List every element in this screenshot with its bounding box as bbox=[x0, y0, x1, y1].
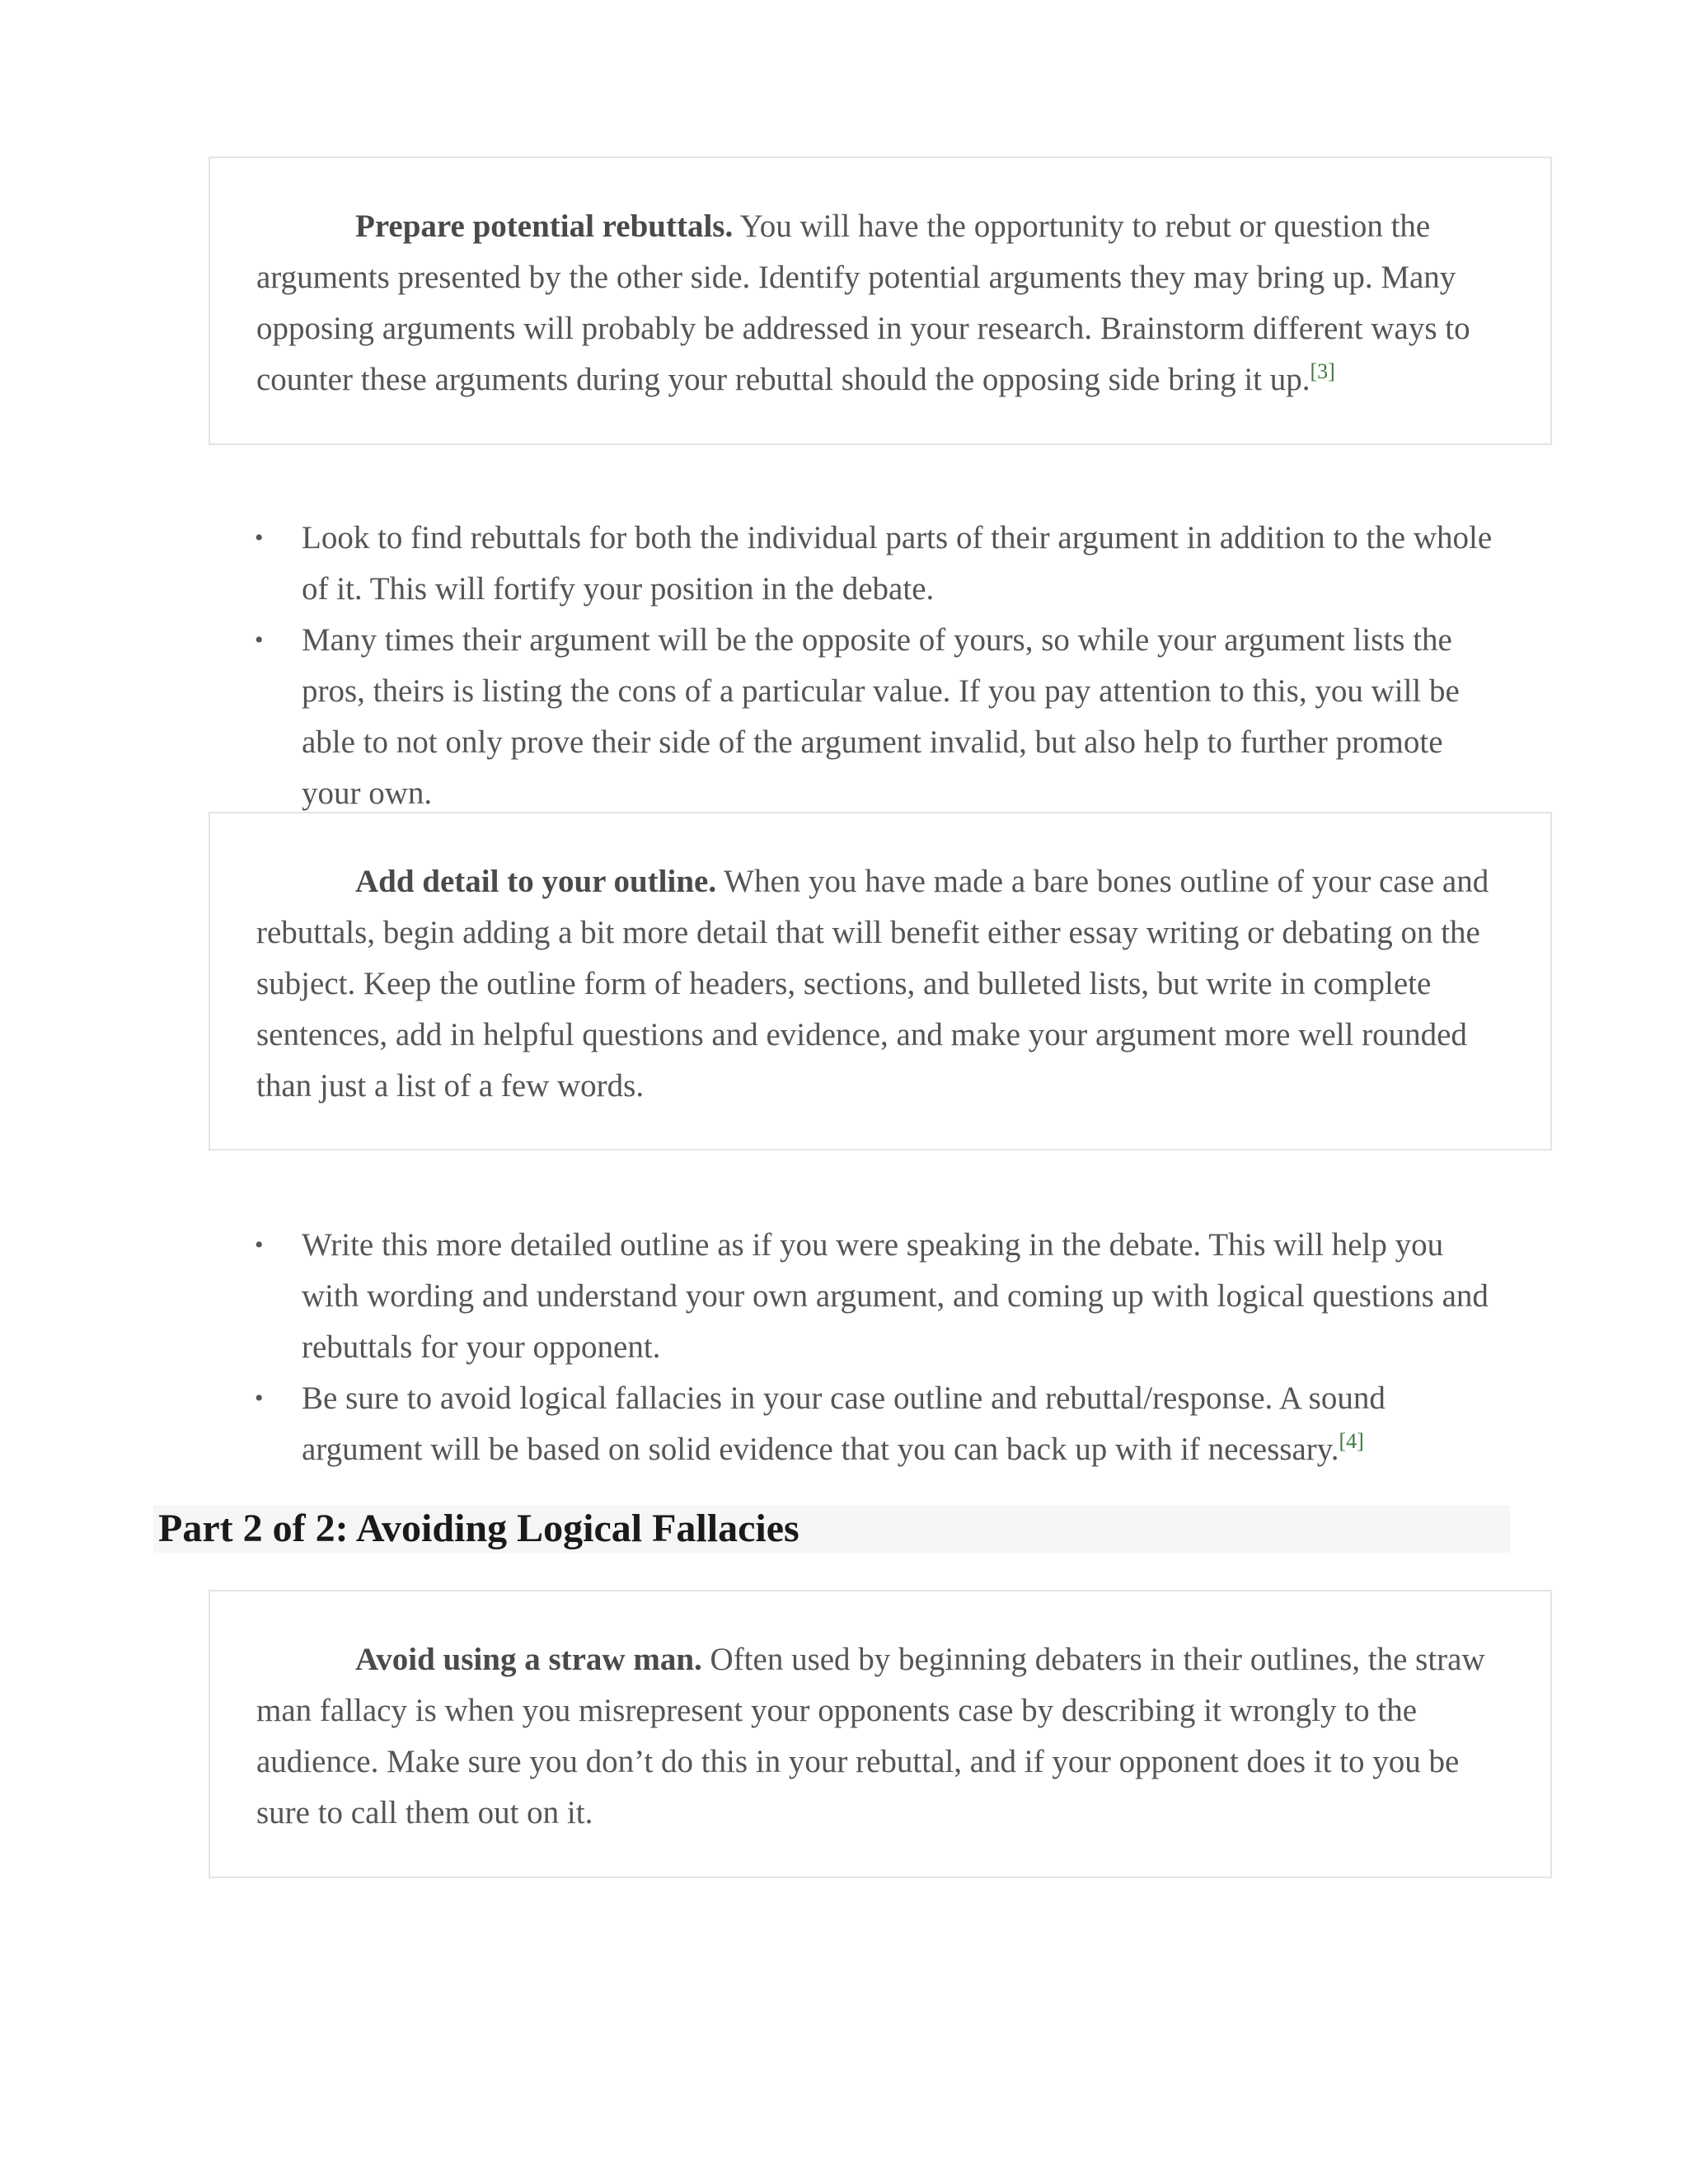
step-title: Avoid using a straw man. bbox=[355, 1642, 702, 1677]
step-text: When you have made a bare bones outline of your case and rebuttals, begin adding a bit more detail that will benefit either essay writing or debating on the subject. Keep the outline form of headers, sections, and bulleted lists, but write in complete sentences, add in helpful questions and evidence, and make your argument more well rounded than just a list of a few words. bbox=[256, 864, 1489, 1104]
step-title: Prepare potential rebuttals. bbox=[355, 209, 734, 244]
part-heading: Part 2 of 2: Avoiding Logical Fallacies bbox=[153, 1505, 1510, 1553]
reference-link[interactable]: [3] bbox=[1310, 359, 1335, 383]
step-text: Often used by beginning debaters in their outlines, the straw man fallacy is when you misrepresent your opponents case by describing it wrongly to the audience. Make sure you don’t do this in your rebuttal, and if your opponent does it to you be sure to call them out on it. bbox=[256, 1642, 1485, 1830]
step-paragraph bbox=[256, 201, 1504, 405]
step-box-straw-man bbox=[209, 1590, 1552, 1878]
tips-list bbox=[255, 513, 1505, 819]
tips-list bbox=[255, 1220, 1505, 1475]
step-paragraph bbox=[256, 856, 1504, 1112]
reference-link[interactable]: [4] bbox=[1339, 1429, 1364, 1453]
bullet-icon: • bbox=[255, 626, 264, 654]
bullet-icon: • bbox=[255, 1385, 264, 1412]
step-box-add-detail bbox=[209, 812, 1552, 1151]
list-item: • Be sure to avoid logical fallacies in your case outline and rebuttal/response. A sound argument will be based on solid evidence that you can back up with if necessary.[4] bbox=[302, 1373, 1505, 1475]
step-paragraph bbox=[256, 1634, 1504, 1839]
step-text: You will have the opportunity to rebut or question the arguments presented by the other side. Identify potential arguments they may bring up. Many opposing arguments will probably be addressed in your research. Brainstorm different ways to counter these arguments during your rebuttal should the opposing side bring it up. bbox=[256, 209, 1470, 397]
step-box-prepare-rebuttals bbox=[209, 157, 1552, 445]
step-title: Add detail to your outline. bbox=[355, 864, 717, 899]
list-item: • Look to find rebuttals for both the individual parts of their argument in addition to the whole of it. This will fortify your position in the debate. bbox=[302, 513, 1505, 615]
list-item: • Write this more detailed outline as if you were speaking in the debate. This will help you with wording and understand your own argument, and coming up with logical questions and rebuttals for your opponent. bbox=[302, 1220, 1505, 1373]
bullet-icon: • bbox=[255, 524, 264, 551]
list-item: • Many times their argument will be the opposite of yours, so while your argument lists the pros, theirs is listing the cons of a particular value. If you pay attention to this, you will be able to not only prove their side of the argument invalid, but also help to further promote your own. bbox=[302, 615, 1505, 819]
bullet-icon: • bbox=[255, 1231, 264, 1258]
